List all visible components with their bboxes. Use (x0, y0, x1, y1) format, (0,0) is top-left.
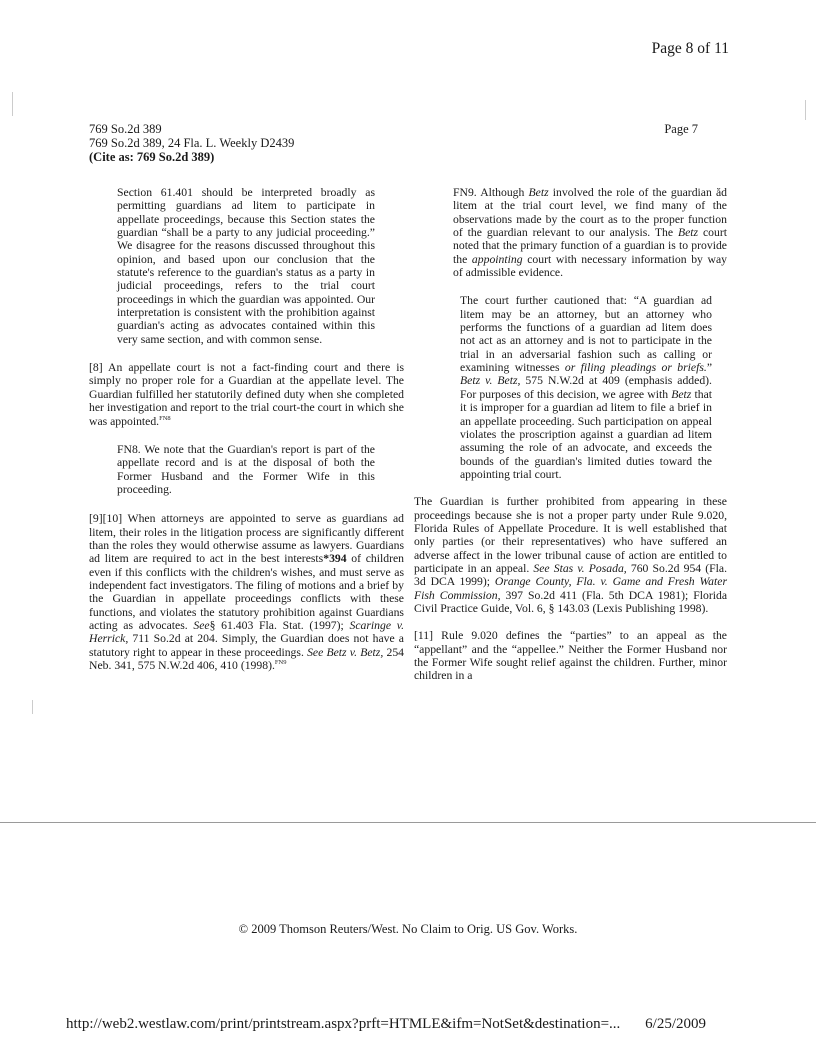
footnote-9: FN9. Although Betz involved the role of the guardian ăd litem at the trial court level, we find many of the observations made by the court as to the proper function of the guardian relevant to our analysis. The Betz court noted that the primary function of a guardian is to provide the appointing court with necessary information by way of admissible evidence. (453, 186, 727, 280)
citation-header (89, 122, 294, 164)
paragraph-11: [11] Rule 9.020 defines the “parties” to an appeal as the “appellant” and the “appellee.” Neither the Former Husband nor the Former Wife sought relief against the children. Further, minor children in a (414, 629, 727, 683)
browser-page-number: Page 8 of 11 (651, 40, 729, 57)
paragraph-8: [8] An appellate court is not a fact-finding court and there is simply no proper role for a Guardian at the appellate level. The Guardian fulfilled her statutorily defined duty when she completed her investigation and report to the trial court-the court in which she was appointed.$^{FN8}$ (89, 361, 404, 428)
case-link-scaringe[interactable]: Scaringe v. Herrick, (89, 618, 404, 646)
scan-speck (12, 92, 13, 116)
scan-speck (805, 100, 806, 120)
case-link-stas[interactable]: See Stas v. Posada, (533, 561, 627, 575)
footnote-8-ref[interactable]: FN8 (159, 414, 171, 422)
paragraph-party: The Guardian is further prohibited from appearing in these proceedings because she is not a proper party under Rule 9.020, Florida Rules of Appellate Procedure. It is well established that only parties (or their representatives) who have suffered an adverse affect in the lower tribunal cause of action are entitled to participate in an appeal. See Stas v. Posada, 760 So.2d 954 (Fla. 3d DCA 1999); Orange County, Fla. v. Game and Fresh Water Fish Commission, 397 So.2d 411 (Fla. 5th DCA 1981); Florida Civil Practice Guide, Vol. 6, § 143.03 (Lexis Publishing 1998). (414, 495, 728, 615)
right-column (414, 186, 727, 683)
page-url[interactable]: http://web2.westlaw.com/print/printstream.aspx?prft=HTMLE&ifm=NotSet&destination=... (66, 1016, 621, 1032)
footnote-9-ref[interactable]: FN9 (274, 659, 287, 666)
case-link-betz[interactable]: Betz v. Betz, (460, 374, 521, 388)
citation-line-1: 769 So.2d 389 (89, 122, 162, 136)
left-column (89, 186, 404, 672)
paragraph-9: [9][10] When attorneys are appointed to serve as guardians ad litem, their roles in the litigation process are significantly different than the roles they would otherwise assume as lawyers. Guardians ad litem are required to act in the best interests*394 of children even if this conflicts with the children's wishes, and must serve as independent fact investigators. The filing of motions and a brief by the Guardian in appellate proceedings conflicts with these functions, and violates the statutory prohibition against Guardians acting as advocates. See§ 61.403 Fla. Stat. (1997); Scaringe v. Herrick, 711 So.2d at 204. Simply, the Guardian does not have a statutory right to appear in these proceedings. See Betz v. Betz, 254 Neb. 341, 575 N.W.2d 406, 410 (1998).$^{FN9}$ (89, 512, 405, 672)
scan-speck (32, 700, 33, 714)
document-page-number: Page 7 (664, 122, 698, 136)
cite-as-line: (Cite as: 769 So.2d 389) (89, 150, 215, 164)
footer-divider (0, 822, 816, 823)
case-link-orange-county[interactable]: Orange County, Fla. v. Game and Fresh Water Fish Commission, (414, 575, 727, 602)
star-page-394: *394 (323, 552, 347, 566)
block-quote-betz: The court further cautioned that: “A guardian ad litem may be an attorney, but an attorney who performs the functions of a guardian ad litem does not act as an attorney and is not to participate in the trial in an adversarial fashion such as calling or examining witnesses or filing pleadings or briefs.” Betz v. Betz, 575 N.W.2d at 409 (emphasis added). For purposes of this decision, we agree with Betz that it is improper for a guardian ad litem to file a brief in an appellate proceeding. Such participation on appeal violates the proscription against a guardian ad litem assuming the role of an advocate, and exceeds the bounds of the guardian's limited duties toward the appointing trial court. (460, 294, 713, 481)
citation-line-2: 769 So.2d 389, 24 Fla. L. Weekly D2439 (89, 136, 295, 150)
print-date: 6/25/2009 (645, 1016, 706, 1032)
copyright-notice: © 2009 Thomson Reuters/West. No Claim to Orig. US Gov. Works. (238, 922, 578, 936)
footnote-8: FN8. We note that the Guardian's report is part of the appellate record and is at the disposal of both the Former Husband and the Former Wife in this proceeding. (117, 442, 375, 496)
case-link-betz[interactable]: See Betz v. Betz, (307, 645, 384, 659)
block-quote: Section 61.401 should be interpreted broadly as permitting guardians ad litem to participate in appellate proceedings, because this Section states the guardian “shall be a party to any judicial proceeding.” We disagree for the reasons discussed throughout this opinion, and based upon our conclusion that the statute's reference to the guardian's status as a party in judicial proceedings, refers to the trial court proceedings in which the guardian was appointed. Our interpretation is consistent with the prohibition against guardian's acting as advocates contained within this very same section, and with common sense. (117, 186, 375, 346)
